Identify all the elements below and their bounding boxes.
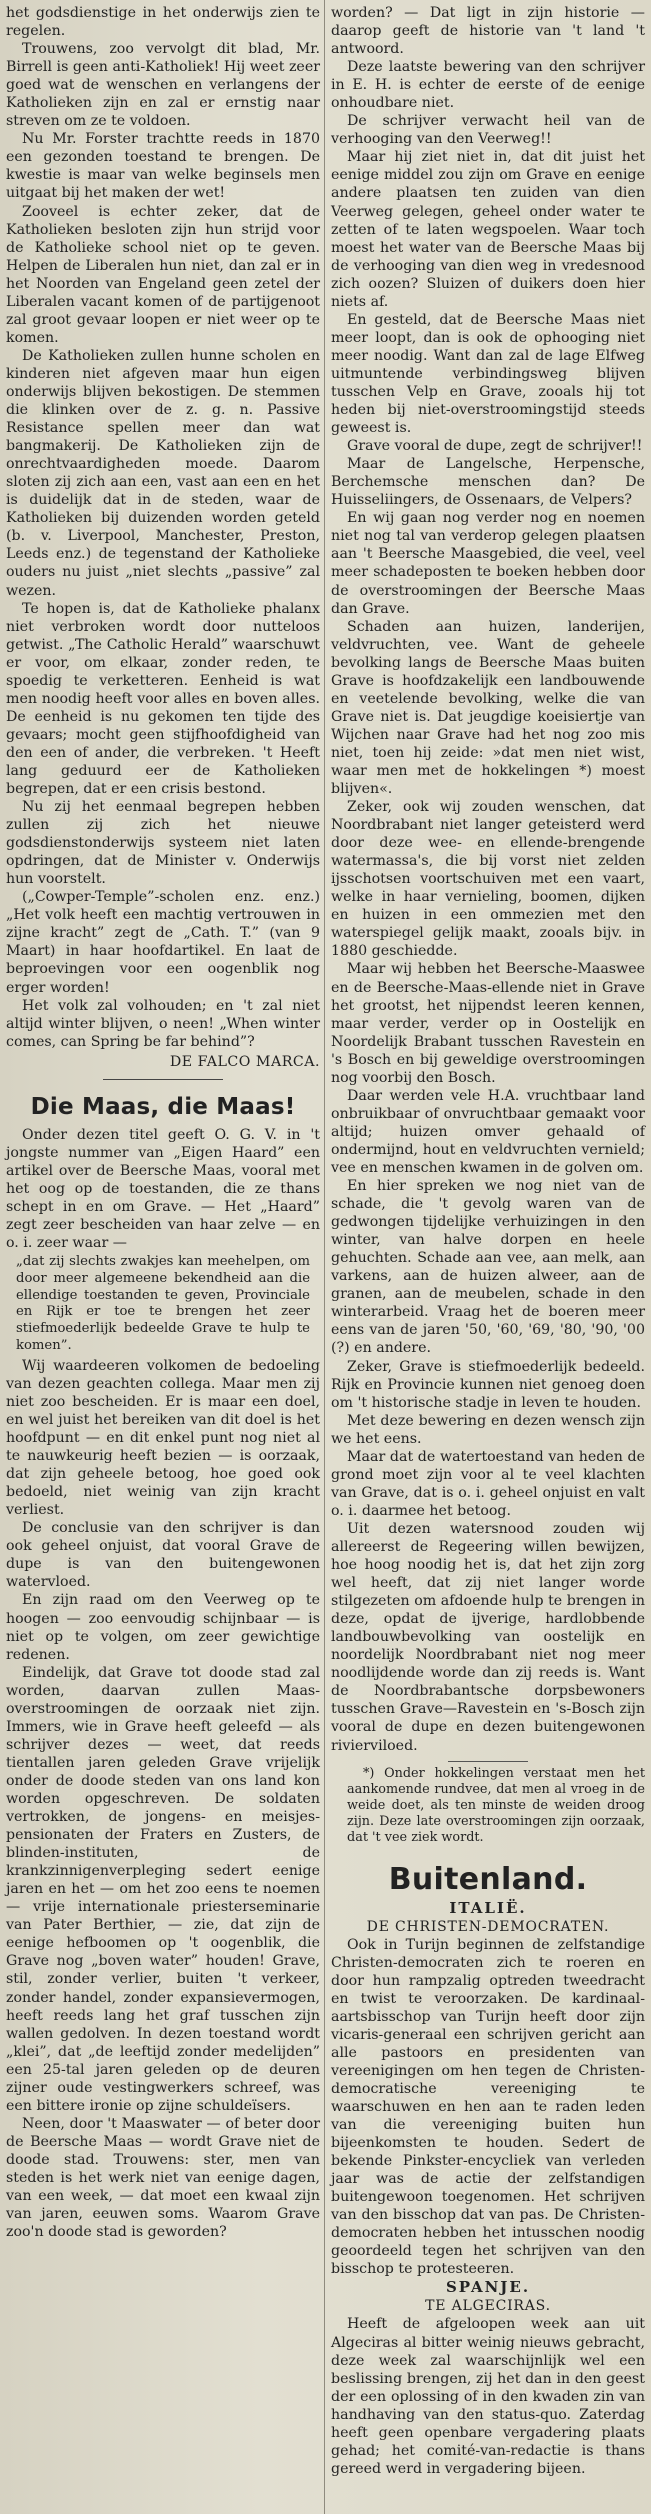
section-heading: Buitenland. bbox=[388, 1861, 588, 1897]
footnote-rule bbox=[448, 1761, 528, 1762]
section-rule bbox=[103, 1079, 223, 1080]
paragraph: worden? — Dat ligt in zijn historie — daarop geeft de historie van 't land 't antwoord. bbox=[331, 5, 645, 58]
paragraph: En wij gaan nog verder nog en noemen niet nog tal van verderop gelegen plaatsen aan 't Beersche Maasgebied, die veel, veel meer schadeposten te boeken hebben door de overstroomingen der Beersche Maas dan Grave. bbox=[331, 510, 645, 617]
paragraph: En hier spreken we nog niet van de schade, die 't gevolg waren van de gedwongen tijdelijke verhuizingen in den winter, van halve dorpen en heele gehuchten. Schade aan vee, aan melk, aan varkens, aan de huizen alweer, aan de granen, aan de meubelen, schade in den winterarbeid. Vraag het de boeren meer eens van de jaren '50, '60, '69, '80, '90, '00 (?) en andere. bbox=[331, 1178, 645, 1357]
subheading-christen-democraten: DE CHRISTEN-DEMOCRATEN. bbox=[366, 1918, 610, 1935]
paragraph: De schrijver verwacht heil van de verhooging van den Veerweg!! bbox=[331, 113, 645, 148]
paragraph: De Katholieken zullen hunne scholen en kinderen niet afgeven maar hun eigen onderwijs blijven bekostigen. De stemmen die klinken over de z. g. n. Passive Resistance spellen meer dan wat bangmakerij. De Katholieken zijn de onrechtvaardigheden moede. Daarom sloten zij zich aan een, vast aan een en het is duidelijk dat in de steden, waar de Katholieken bij duizenden worden geteld (b. v. Liverpool, Manchester, Preston, Leeds enz.) de tegenstand der Katholieke ouders nu juist „niet slechts „passive” zal wezen. bbox=[6, 347, 320, 599]
paragraph: Zooveel is echter zeker, dat de Katholieken besloten zijn hun strijd voor de Katholieke school niet op te geven. Helpen de Liberalen hun niet, dan zal er in het Noorden van Engeland geen zetel der Liberalen vacant komen of de partijgenoot zal groot gevaar loopen er niet weer op te komen. bbox=[6, 203, 320, 346]
paragraph: Nu zij het eenmaal begrepen hebben zullen zij zich het nieuwe godsdienstonderwijs systeem niet laten opdringen, dat de Minister v. Onderwijs hun voorstelt. bbox=[6, 799, 320, 888]
paragraph: Schaden aan huizen, landerijen, veldvruchten, vee. Want de geheele bevolking langs de Beersche Maas buiten Grave is hoofdzakelijk een landbouwende en veetelende bevolking, welke die van Grave niet is. Dat jeugdige koeisiertje van Wijchen naar Grave had het nog zoo mis niet, toen hij zeide: »dat men niet wist, waar men met de hokkelingen *) moest blijven«. bbox=[331, 618, 645, 798]
paragraph: Maar de Langelsche, Herpensche, Berchemsche menschen dan? De Huisseliingers, de Ossenaars, de Velpers? bbox=[331, 456, 645, 509]
subheading-algeciras: TE ALGECIRAS. bbox=[425, 2298, 551, 2315]
author-signature: DE FALCO MARCA. bbox=[169, 1053, 320, 1070]
paragraph: Wij waardeeren volkomen de bedoeling van dezen geachten collega. Maar men zij niet zoo bescheiden. Er is maar een doel, en wel juist het bereiken van dit doel is het hoofdpunt — en dit enkel punt nog niet al te nauwkeurig heeft bezien — is oorzaak, dat zijn geheele betoog, hoe goed ook bedoeld, niet weinig van zijn kracht verliest. bbox=[6, 1357, 320, 1519]
article-heading: Die Maas, die Maas! bbox=[30, 1093, 296, 1120]
right-column bbox=[331, 4, 645, 2478]
paragraph: Zeker, ook wij zouden wenschen, dat Noordbrabant niet langer geteisterd werd door deze wee- en ellende-brengende watermassa's, die bij vorst niet zelden ijsschotsen voortschuiven met een vaart, welke in haar vernieling, boomen, dijken en huizen in een ommezien met den waterspiegel gelijk maakt, zooals bijv. in 1880 geschiedde. bbox=[331, 799, 645, 960]
column-divider bbox=[324, 0, 325, 2514]
paragraph: Ook in Turijn beginnen de zelfstandige Christen-democraten zich te roeren en door hun rampzalig optreden tweedracht en twist te veroorzaken. De kardinaal-aartsbisschop van Turijn heeft door zijn vicaris-generaal een schrijven gericht aan alle pastoors en presidenten van vereenigingen om hen tegen de Christen-democratische vereeniging te waarschuwen en hen aan te raden leden van die vereeniging buiten hun bijeenkomsten te houden. Sedert de bekende Pinkster-encycliek van verleden jaar was de actie der zelfstandigen buitengewoon toegenomen. Het schrijven van den bisschop dat van pas. De Christen-democraten hebben het intusschen noodig geoordeeld tegen het schrijven van den bisschop te protesteeren. bbox=[331, 1936, 645, 2278]
paragraph: Maar dat de watertoestand van heden de grond moet zijn voor al te veel klachten van Grave, dat is o. i. geheel onjuist en valt o. i. daarmee het betoog. bbox=[331, 1448, 645, 1519]
paragraph: Het volk zal volhouden; en 't zal niet altijd winter blijven, o neen! „When winter comes, can Spring be far behind”? bbox=[6, 997, 320, 1050]
paragraph: Maar wij hebben het Beersche-Maaswee en de Beersche-Maas-ellende niet in Grave het grootst, het nijpendst leeren kennen, maar verder, verder op in Oostelijk en Noordelijk Brabant tusschen Ravestein en 's Bosch en bij geweldige overstroomingen nog voorbij den Bosch. bbox=[331, 961, 645, 1086]
paragraph: Eindelijk, dat Grave tot doode stad zal worden, daarvan zullen Maas-overstroomingen de oorzaak niet zijn. Immers, wie in Grave heeft geleefd — als schrijver dezes — weet, dat reeds tientallen jaren geleden Grave vrijelijk onder de doode steden van ons land kon worden opgeschreven. De soldaten vertrokken, de jongens- en meisjes-pensionaten der Fraters en Zusters, de blinden-instituten, de krankzinnigenverpleging sedert eenige jaren en het — om het zoo eens te noemen — vrije internationale priesterseminarie van Pater Berthier, — zie, dat zijn de eenige hefboomen op 't oogenblik, die Grave nog „boven water” houden! Grave, stil, zonder verlier, buiten 't verkeer, zonder handel, zonder expansievermogen, heeft reeds lang het graf tusschen zijn wallen gedolven. In dezen toestand wordt „klei”, dat „de leeftijd zonder medelijden” een 25-tal jaren geleden op de deuren zijner oude vestingwerkers schreef, was een bittere ironie op zijne schuldeïsers. bbox=[6, 1664, 320, 2114]
paragraph: Uit dezen watersnood zouden wij allereerst de Regeering willen bewijzen, hoe hoog noodig het is, dat het zijn zorg wel heeft, dat zij niet langer worde stilgezeten om afdoende hulp te brengen in deze, opdat de ijverige, hardlobbende landbouwbevolking van oostelijk en noordelijk Noordbrabant niet nog meer noodlijdende worde dan zij reeds is. Want de Noordbrabantsche dorpsbewoners tusschen Grave—Ravestein en 's-Bosch zijn vooral de dupe en dezen buitengewonen rivierviloed. bbox=[331, 1520, 645, 1754]
country-heading-italy: ITALIË. bbox=[449, 1898, 527, 1917]
paragraph: Neen, door 't Maaswater — of beter door de Beersche Maas — wordt Grave niet de doode stad. Trouwens: ster, men van steden is het werk niet van eenige dagen, van een week, — dat moet een kwaal zijn van jaren, eeuwen soms. Waarom Grave zoo'n doode stad is geworden? bbox=[6, 2115, 320, 2241]
paragraph: De conclusie van den schrijver is dan ook geheel onjuist, dat vooral Grave de dupe is van den buitengewonen watervloed. bbox=[6, 1520, 320, 1591]
paragraph: Grave vooral de dupe, zegt de schrijver!! bbox=[347, 438, 643, 455]
paragraph: („Cowper-Temple”-scholen enz. enz.) „Het volk heeft een machtig vertrouwen in zijne kracht” zegt de „Cath. T.” (van 9 Maart) in haar hoofdartikel. En laat de beproevingen voor een oogenblik nog erger worden! bbox=[6, 889, 320, 996]
footnote: *) Onder hokkelingen verstaat men het aankomende rundvee, dat men al vroeg in de weide doet, als ten minste de weiden droog zijn. Deze late overstroomingen zijn oorzaak, dat 't vee ziek wordt. bbox=[347, 1765, 645, 1846]
paragraph: Deze laatste bewering van den schrijver in E. H. is echter de eerste of de eenige onhoudbare niet. bbox=[331, 59, 645, 112]
paragraph: Te hopen is, dat de Katholieke phalanx niet verbroken wordt door nutteloos getwist. „The Catholic Herald” waarschuwt er voor, om elkaar, zonder reden, te spoedig te verketteren. Eenheid is wat men noodig heeft voor alles en boven alles. De eenheid is nu gekomen ten tijde des gevaars; mocht geen stijfhoofdigheid van den een of ander, die verbreken. 't Heeft lang geduurd eer de Katholieken begrepen, dat er een crisis bestond. bbox=[6, 600, 320, 798]
left-column bbox=[6, 4, 320, 2241]
paragraph: het godsdienstige in het onderwijs zien te regelen. bbox=[6, 5, 320, 40]
paragraph: Met deze bewering en dezen wensch zijn we het eens. bbox=[331, 1412, 645, 1447]
paragraph: Nu Mr. Forster trachtte reeds in 1870 een gezonden toestand te brengen. De kwestie is maar van welke beginsels men uitgaat bij het maken der wet! bbox=[6, 131, 320, 202]
paragraph: Onder dezen titel geeft O. G. V. in 't jongste nummer van „Eigen Haard” een artikel over de Beersche Maas, vooral met het oog op de toestanden, die ze thans schept in en om Grave. — Het „Haard” zegt zeer bescheiden van haar zelve — en o. i. zeer waar — bbox=[6, 1126, 320, 1252]
paragraph: Zeker, Grave is stiefmoederlijk bedeeld. Rijk en Provincie kunnen niet genoeg doen om 't historische stadje in leven te houden. bbox=[331, 1358, 645, 1411]
paragraph: Maar hij ziet niet in, dat dit juist het eenige middel zou zijn om Grave en eenige andere plaatsen ten zuiden van dien Veerweg gelegen, geheel onder water te zetten of te laten wegspoelen. Waar toch moest het water van de Beersche Maas bij de verhooging van dien weg in vredesnood zich oozen? Sluizen of duikers doen hier niets af. bbox=[331, 149, 645, 310]
paragraph: En zijn raad om den Veerweg op te hoogen — zoo eenvoudig schijnbaar — is niet op te volgen, om zeer gewichtige redenen. bbox=[6, 1592, 320, 1663]
paragraph: Trouwens, zoo vervolgt dit blad, Mr. Birrell is geen anti-Katholiek! Hij weet zeer goed wat de wenschen en verlangens der Katholieken zijn en zal er ernstig naar streven om ze te voldoen. bbox=[6, 41, 320, 130]
paragraph: Daar werden vele H.A. vruchtbaar land onbruikbaar of onvruchtbaar gemaakt voor altijd; huizen omver gehaald of ondermijnd, hout en veldvruchten vernield; vee en menschen kwamen in de golven om. bbox=[331, 1087, 645, 1176]
country-heading-spain: SPANJE. bbox=[445, 2278, 531, 2297]
paragraph: Heeft de afgeloopen week aan uit Algeciras al bitter weinig nieuws gebracht, deze week zal waarschijnlijk wel een beslissing brengen, zij het dan in den geest der een oplossing of in den kwaden zin van handhaving van den status-quo. Zaterdag heeft geen openbare vergadering plaats gehad; het comité-van-redactie is thans gereed werd in vergadering bijeen. bbox=[331, 2316, 645, 2477]
paragraph: En gesteld, dat de Beersche Maas niet meer loopt, dan is ook de ophooging niet meer noodig. Want dan zal de lage Elfweg uitmuntende verbindingsweg blijven tusschen Velp en Grave, zooals hij tot heden bij niet-overstroomingstijd steeds geweest is. bbox=[331, 311, 645, 437]
quote: „dat zij slechts zwakjes kan meehelpen, om door meer algemeene bekendheid aan die ellendige toestanden te geven, Provinciale en Rijk er toe te brengen het zeer stiefmoederlijk bedeelde Grave te hulp te komen”. bbox=[16, 1254, 310, 1354]
